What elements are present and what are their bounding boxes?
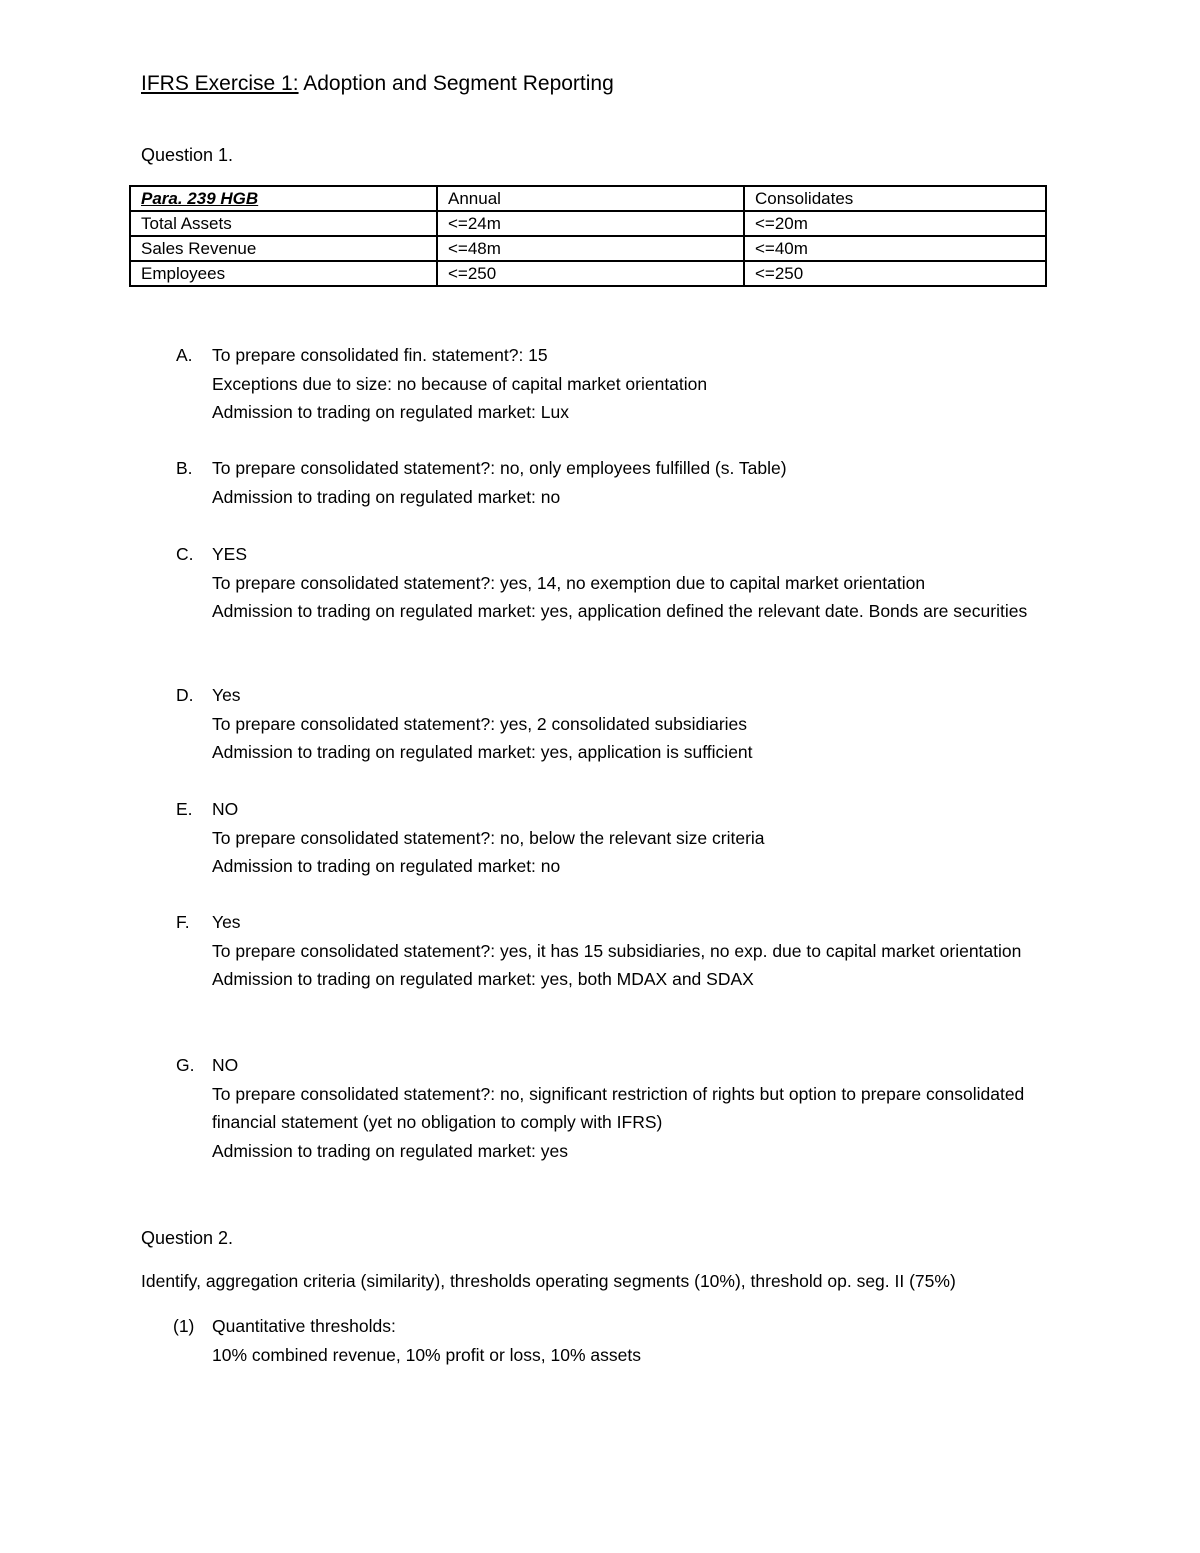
table-cell: Sales Revenue xyxy=(130,236,437,261)
answer-line: Quantitative thresholds: xyxy=(212,1316,396,1336)
answer-item-1 xyxy=(173,1312,1056,1369)
table-cell: <=40m xyxy=(744,236,1046,261)
document-title xyxy=(141,72,614,96)
answer-line: To prepare consolidated statement?: no, below the relevant size criteria xyxy=(212,827,765,848)
hgb-threshold-table xyxy=(129,185,1047,287)
answer-item-b xyxy=(176,454,1056,511)
table-cell: <=20m xyxy=(744,211,1046,236)
answer-line: To prepare consolidated statement?: no, significant restriction of rights but option to prepare consolidated financial statement (yet no obligation to comply with IFRS) xyxy=(212,1083,1025,1132)
answer-line: To prepare consolidated statement?: yes, 2 consolidated subsidiaries xyxy=(212,713,748,734)
table-row xyxy=(130,236,1046,261)
answer-item-e xyxy=(176,795,1056,881)
answer-line: To prepare consolidated fin. statement?: 15 xyxy=(212,345,548,365)
table-row xyxy=(130,211,1046,236)
answer-line: To prepare consolidated statement?: yes, 14, no exemption due to capital market orientation xyxy=(212,572,926,593)
answer-line: Admission to trading on regulated market: Lux xyxy=(212,402,569,422)
table-header-cell: Consolidates xyxy=(744,186,1046,211)
table-row xyxy=(130,261,1046,286)
list-marker: A. xyxy=(176,345,193,365)
answer-line: NO xyxy=(212,799,239,819)
list-marker: E. xyxy=(176,799,193,819)
answer-line: Admission to trading on regulated market: yes xyxy=(212,1140,569,1161)
answer-item-a xyxy=(176,341,1056,427)
answer-line: To prepare consolidated statement?: no, only employees fulfilled (s. Table) xyxy=(212,458,787,478)
list-marker: D. xyxy=(176,685,194,705)
list-marker: G. xyxy=(176,1055,195,1075)
table-cell: <=250 xyxy=(437,261,744,286)
answer-item-d xyxy=(176,681,1056,767)
answer-item-f xyxy=(176,908,1056,994)
answer-line: Yes xyxy=(212,912,241,932)
question-1-heading: Question 1. xyxy=(141,145,234,165)
answer-line: Admission to trading on regulated market: no xyxy=(212,486,561,507)
answer-line: NO xyxy=(212,1055,239,1075)
table-cell: <=24m xyxy=(437,211,744,236)
table-cell: Employees xyxy=(130,261,437,286)
answer-item-c xyxy=(176,540,1056,626)
answer-line: To prepare consolidated statement?: yes, it has 15 subsidiaries, no exp. due to capital market orientation xyxy=(212,940,1022,961)
question-2-heading: Question 2. xyxy=(141,1228,234,1248)
list-marker: (1) xyxy=(173,1316,195,1336)
table-cell: Total Assets xyxy=(130,211,437,236)
table-header-row xyxy=(130,186,1046,211)
table-header-cell: Annual xyxy=(437,186,744,211)
answer-line: Exceptions due to size: no because of capital market orientation xyxy=(212,373,708,394)
answer-line: Admission to trading on regulated market: yes, application is sufficient xyxy=(212,742,753,762)
title-rest: Adoption and Segment Reporting xyxy=(298,72,614,95)
table-cell: <=250 xyxy=(744,261,1046,286)
list-marker: C. xyxy=(176,544,194,564)
list-marker: F. xyxy=(176,912,190,932)
answer-line: Admission to trading on regulated market: yes, both MDAX and SDAX xyxy=(212,969,754,989)
title-prefix: IFRS Exercise 1: xyxy=(141,72,299,95)
answer-line: Yes xyxy=(212,685,241,705)
answer-item-g xyxy=(176,1051,1056,1165)
list-marker: B. xyxy=(176,458,193,478)
table-header-cell: Para. 239 HGB xyxy=(130,186,437,211)
answer-line: YES xyxy=(212,544,248,564)
answer-line: Admission to trading on regulated market: no xyxy=(212,856,561,876)
answer-line: 10% combined revenue, 10% profit or loss, 10% assets xyxy=(212,1344,641,1365)
question-2-intro: Identify, aggregation criteria (similarity), thresholds operating segments (10%), threshold op. seg. II (75%) xyxy=(141,1271,956,1291)
table-cell: <=48m xyxy=(437,236,744,261)
answer-line: Admission to trading on regulated market: yes, application defined the relevant date. Bonds are securities xyxy=(212,601,1028,621)
